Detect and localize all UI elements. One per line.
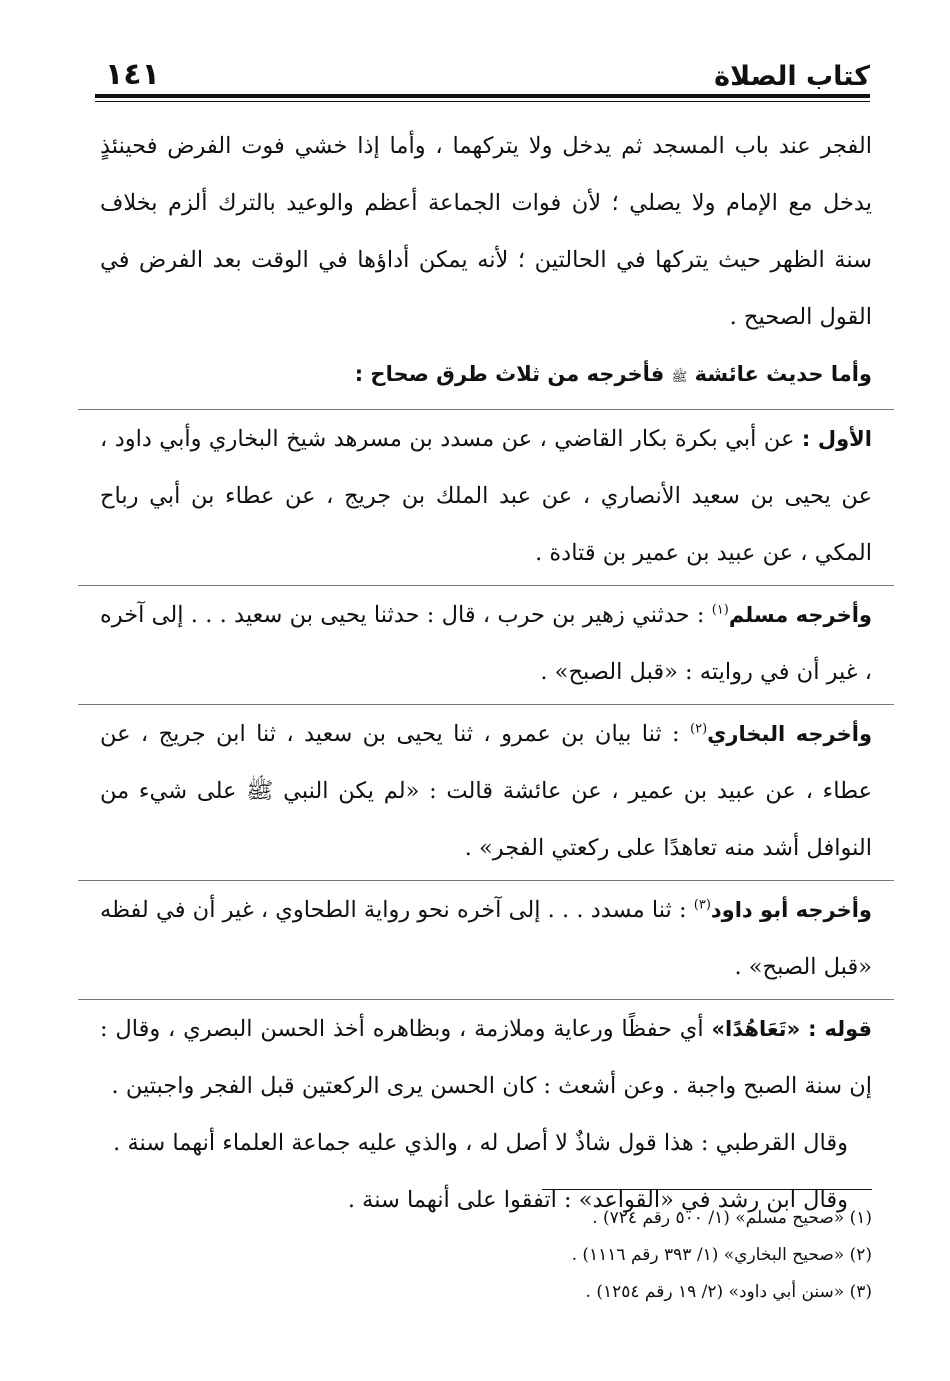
bukhari-label: وأخرجه البخاري	[707, 722, 873, 746]
abudawud-text: : ثنا مسدد . . . إلى آخره نحو رواية الطحاوي ، غير أن في لفظه «قبل الصبح» .	[100, 897, 872, 980]
paragraph-muslim	[100, 587, 872, 701]
footnote-rule	[542, 1189, 872, 1190]
qawluhu-label: قوله : «تَعَاهُدًا»	[711, 1017, 872, 1041]
bukhari-text: : ثنا بيان بن عمرو ، ثنا يحيى بن سعيد ، ثنا ابن جريج ، عن عطاء ، عن عبيد بن عمير ، عن عائشة قالت : «لم يكن النبي ﷺ على شيء من النوافل أشد منه تعاهدًا على ركعتي الفجر» .	[100, 721, 872, 861]
paragraph-intro: الفجر عند باب المسجد ثم يدخل ولا يتركهما ، وأما إذا خشي فوت الفرض فحينئذٍ يدخل مع الإمام ولا يصلي ؛ لأن فوات الجماعة أعظم والوعيد بالترك ألزم بخلاف سنة الظهر حيث يتركها في الحالتين ؛ لأنه يمكن أداؤها في الوقت بعد الفرض في القول الصحيح .	[100, 133, 872, 330]
footnote-item: (٢) «صحيح البخاري» (١/ ٣٩٣ رقم ١١١٦) .	[571, 1245, 872, 1265]
page-number: ١٤١	[105, 57, 160, 92]
running-header	[95, 52, 870, 92]
paragraph-bukhari	[100, 706, 872, 877]
section-divider	[78, 409, 894, 410]
section-divider	[78, 704, 894, 705]
first-chain-text: عن أبي بكرة بكار القاضي ، عن مسدد بن مسرهد شيخ البخاري وأبي داود ، عن يحيى بن سعيد الأنصاري ، عن عبد الملك بن جريج ، عن عطاء بن أبي رباح المكي ، عن عبيد بن عمير بن قتادة .	[100, 426, 872, 566]
footnote-item: (١) «صحيح مسلم» (١/ ٥٠٠ رقم ٧٢٤) .	[592, 1208, 872, 1228]
section-divider	[78, 999, 894, 1000]
first-chain-label: الأول :	[801, 427, 872, 451]
section-divider	[78, 585, 894, 586]
header-rule-thin	[95, 101, 870, 102]
footnote-ref-1: (١)	[711, 602, 729, 618]
abudawud-label: وأخرجه أبو داود	[710, 898, 872, 922]
paragraph-qawluhu	[100, 1001, 872, 1115]
footnote-ref-3: (٣)	[693, 897, 711, 913]
paragraph-ibn-rushd: وقال ابن رشد في «القواعد» : اتفقوا على أنهما سنة .	[347, 1187, 848, 1213]
section-heading	[100, 346, 872, 406]
qawluhu-text: أي حفظًا ورعاية وملازمة ، وبظاهره أخذ الحسن البصري ، وقال : إن سنة الصبح واجبة . وعن أشعث : كان الحسن يرى الركعتين قبل الفجر واجبتين .	[100, 1016, 872, 1099]
book-title: كتاب الصلاة	[714, 61, 870, 92]
heading-part-b: فأخرجه من ثلاث طرق صحاح :	[354, 362, 665, 386]
heading-part-a: وأما حديث عائشة	[694, 362, 872, 386]
paragraph-first-chain	[100, 411, 872, 582]
muslim-text: : حدثني زهير بن حرب ، قال : حدثنا يحيى بن سعيد . . . إلى آخره ، غير أن في روايته : «قبل الصبح» .	[100, 602, 872, 685]
footnote-item: (٣) «سنن أبي داود» (٢/ ١٩ رقم ١٢٥٤) .	[585, 1282, 872, 1302]
header-rule	[95, 94, 870, 98]
paragraph-abudawud	[100, 882, 872, 996]
footnote-ref-2: (٢)	[690, 721, 708, 737]
paragraph-qurtubi: وقال القرطبي : هذا قول شاذٌ لا أصل له ، والذي عليه جماعة العلماء أنهما سنة .	[113, 1130, 848, 1156]
section-divider	[78, 880, 894, 881]
honorific-glyph: ﷺ	[671, 370, 688, 385]
muslim-label: وأخرجه مسلم	[728, 603, 872, 627]
footnotes	[100, 1200, 872, 1311]
main-text	[100, 118, 872, 1229]
